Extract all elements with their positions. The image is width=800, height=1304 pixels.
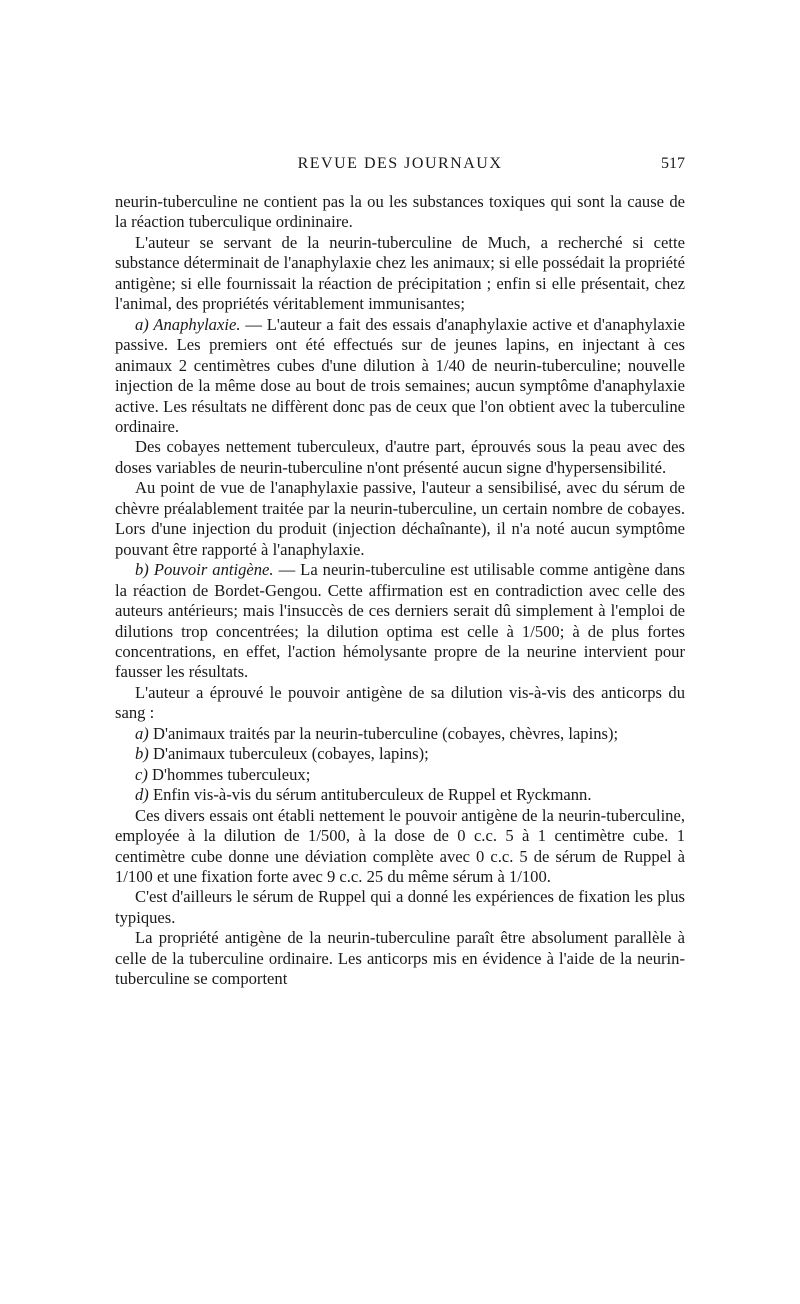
list-item: b) D'animaux tuberculeux (cobayes, lapins);	[135, 744, 429, 764]
section-label: a) Anaphylaxie.	[135, 314, 241, 334]
paragraph: La propriété antigène de la neurin-tuberculine paraît être absolument parallèle à celle de la tuberculine ordinaire. Les anticorps mis en évidence à l'aide de la neurin-tuberculine se comportent	[115, 928, 685, 989]
paragraph: Au point de vue de l'anaphylaxie passive, l'auteur a sensibilisé, avec du sérum de chèvre préalablement traitée par la neurin-tuberculine, un certain nombre de cobayes. Lors d'une injection du produit (injection déchaînante), il n'a noté aucun symptôme pouvant être rapporté à l'anaphylaxie.	[115, 478, 685, 559]
paragraph: L'auteur se servant de la neurin-tuberculine de Much, a recherché si cette substance déterminait de l'anaphylaxie chez les animaux; si elle possédait la propriété antigène; si elle fournissait la réaction de précipitation ; enfin si elle présentait, chez l'animal, des propriétés véritablement immunisantes;	[115, 232, 685, 314]
list-label: c)	[135, 764, 148, 784]
journal-section-title: REVUE DES JOURNAUX	[297, 155, 503, 172]
paragraph: Ces divers essais ont établi nettement le pouvoir antigène de la neurin-tuberculine, employée à la dilution de 1/500, à la dose de 0 c.c. 5 à 1 centimètre cube. 1 centimètre cube donne une déviation complète avec 0 c.c. 5 de sérum de Ruppel à 1/100 et une fixation forte avec 9 c.c. 25 du même sérum à 1/100.	[115, 805, 685, 886]
running-header	[115, 155, 685, 179]
list-label: d)	[135, 785, 149, 805]
paragraph: Des cobayes nettement tuberculeux, d'autre part, éprouvés sous la peau avec des doses variables de neurin-tuberculine n'ont présenté aucun signe d'hypersensibilité.	[115, 437, 685, 477]
page-number: 517	[661, 155, 685, 172]
paragraph: L'auteur a éprouvé le pouvoir antigène de sa dilution vis-à-vis des anticorps du sang :	[115, 682, 685, 723]
paragraph-pouvoir-antigene: b) Pouvoir antigène. — La neurin-tuberculine est utilisable comme antigène dans la réaction de Bordet-Gengou. Cette affirmation est en contradiction avec celle des auteurs antérieurs; mais l'insuccès de ces derniers serait dû simplement à l'emploi de dilutions trop concentrées; la dilution optima est celle à 1/500; à de plus fortes concentrations, en effet, l'action hémolysante propre de la neurine intervient pour fausser les résultats.	[115, 560, 685, 682]
list-item: a) D'animaux traités par la neurin-tuberculine (cobayes, chèvres, lapins);	[135, 723, 619, 743]
list-item: d) Enfin vis-à-vis du sérum antituberculeux de Ruppel et Ryckmann.	[135, 785, 592, 805]
section-label: b) Pouvoir antigène.	[135, 560, 274, 580]
article-body	[115, 192, 685, 990]
paragraph: neurin-tuberculine ne contient pas la ou les substances toxiques qui sont la cause de la réaction tuberculique ordininaire.	[115, 192, 685, 232]
list-item: c) D'hommes tuberculeux;	[135, 764, 311, 784]
paragraph-anaphylaxie: a) Anaphylaxie. — L'auteur a fait des essais d'anaphylaxie active et d'anaphylaxie passive. Les premiers ont été effectués sur de jeunes lapins, en injectant à ces animaux 2 centimètres cubes d'une dilution à 1/40 de neurin-tuberculine; nouvelle injection de la même dose au bout de trois semaines; aucun symptôme d'anaphylaxie active. Les résultats ne diffèrent donc pas de ceux que l'on obtient avec la tuberculine ordinaire.	[115, 314, 685, 436]
list-label: a)	[135, 723, 149, 743]
paragraph: C'est d'ailleurs le sérum de Ruppel qui a donné les expériences de fixation les plus typiques.	[115, 887, 685, 927]
list-label: b)	[135, 744, 149, 764]
